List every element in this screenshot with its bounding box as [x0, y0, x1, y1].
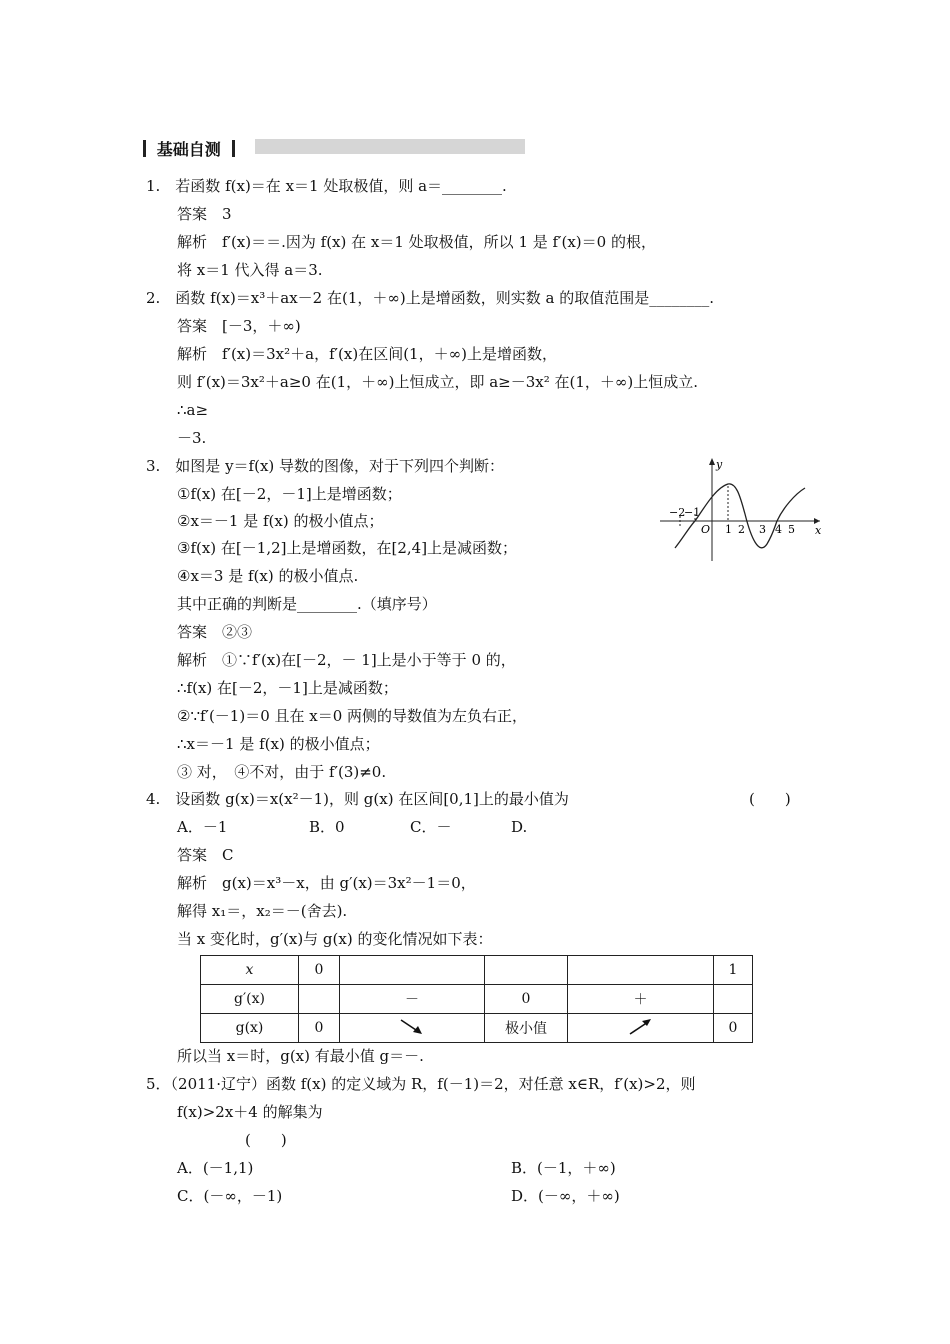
- tick-2: 2: [738, 523, 745, 536]
- q4-option-b: B．0: [309, 818, 345, 836]
- table-cell: g(x): [201, 1014, 299, 1043]
- q4-answer-paren: ( ): [749, 790, 791, 808]
- q3-question: 其中正确的判断是________.（填序号）: [177, 595, 437, 613]
- header-right-bar: [232, 140, 235, 157]
- q4-option-d: D.: [511, 818, 528, 836]
- q5-option-b: B．(－1，＋∞): [511, 1159, 616, 1177]
- q3-explanation-4: ∴x＝－1 是 f(x) 的极小值点；: [177, 735, 380, 753]
- q4-stem: 4. 设函数 g(x)＝x(x²－1)，则 g(x) 在区间[0,1]上的最小值为: [146, 790, 569, 808]
- q2-explanation-2: 则 f′(x)＝3x²＋a≥0 在(1，＋∞)上恒成立，即 a≥－3x² 在(1，＋∞)上恒成立.: [177, 373, 699, 391]
- q4-explanation-3: 当 x 变化时，g′(x)与 g(x) 的变化情况如下表：: [177, 930, 493, 948]
- table-cell-increasing: [568, 1014, 714, 1043]
- tick-3: 3: [759, 523, 766, 536]
- q4-explanation-2: 解得 x₁＝，x₂＝－(舍去).: [177, 902, 348, 920]
- table-cell: 0: [485, 985, 568, 1014]
- q2-stem: 2. 函数 f(x)＝x³＋ax－2 在(1，＋∞)上是增函数，则实数 a 的取值范围是________.: [146, 289, 714, 307]
- table-cell: [299, 985, 340, 1014]
- variation-table: [200, 955, 753, 1043]
- q4-conclusion: 所以当 x＝时，g(x) 有最小值 g＝－.: [177, 1047, 424, 1065]
- q2-explanation-4: －3.: [177, 429, 207, 447]
- table-cell: [568, 956, 714, 985]
- q5-option-c: C．(－∞，－1): [177, 1187, 283, 1205]
- table-row: [201, 1014, 753, 1043]
- derivative-graph: [655, 456, 825, 566]
- q4-answer: 答案 C: [177, 846, 234, 864]
- header-left-bar: [143, 140, 146, 157]
- table-row: [201, 985, 753, 1014]
- q3-explanation-1: 解析 ①∵f′(x)在[－2，－ 1]上是小于等于 0 的，: [177, 651, 516, 669]
- table-row: [201, 956, 753, 985]
- tick-4: 4: [775, 523, 782, 536]
- table-cell: ＋: [568, 985, 714, 1014]
- tick-neg1: −1: [684, 506, 701, 519]
- tick-5: 5: [788, 523, 795, 536]
- q3-explanation-3: ②∵f′(－1)＝0 且在 x＝0 两侧的导数值为左负右正，: [177, 707, 528, 725]
- table-cell: －: [340, 985, 485, 1014]
- table-cell: 0: [299, 956, 340, 985]
- tick-1: 1: [725, 523, 732, 536]
- q3-explanation-5: ③ 对， ④不对，由于 f′(3)≠0.: [177, 763, 387, 781]
- q3-answer: 答案 ②③: [177, 623, 253, 641]
- table-cell: [485, 956, 568, 985]
- q5-stem-2: f(x)>2x＋4 的解集为: [177, 1103, 323, 1121]
- q1-explanation-2: 将 x＝1 代入得 a＝3.: [177, 261, 323, 279]
- x-axis-label: x: [815, 524, 822, 537]
- table-cell: 1: [714, 956, 753, 985]
- q5-answer-paren: ( ): [245, 1131, 287, 1149]
- table-cell: g′(x): [201, 985, 299, 1014]
- q2-explanation-3: ∴a≥: [177, 401, 209, 419]
- table-cell: 0: [714, 1014, 753, 1043]
- tick-neg2: −2: [669, 506, 686, 519]
- table-cell: [714, 985, 753, 1014]
- q1-explanation-1: 解析 f′(x)＝＝.因为 f(x) 在 x＝1 处取极值，所以 1 是 f′(x)＝0 的根，: [177, 233, 656, 251]
- q3-statement-1: ①f(x) 在[－2，－1]上是增函数；: [177, 485, 402, 503]
- q5-option-d: D．(－∞，＋∞): [511, 1187, 620, 1205]
- q5-option-a: A．(－1,1): [177, 1159, 254, 1177]
- origin-label: O: [701, 523, 711, 536]
- q5-stem-1: 5．（2011·辽宁）函数 f(x) 的定义域为 R，f(－1)＝2，对任意 x∈R，f′(x)>2，则: [146, 1075, 696, 1093]
- y-axis-label: y: [716, 458, 723, 471]
- table-cell: 0: [299, 1014, 340, 1043]
- table-cell: [340, 956, 485, 985]
- up-arrow-icon: [626, 1016, 656, 1036]
- q3-statement-4: ④x＝3 是 f(x) 的极小值点.: [177, 567, 359, 585]
- y-axis-arrow-icon: [709, 458, 715, 465]
- q4-option-c: C．－: [410, 818, 452, 836]
- section-title: 基础自测: [156, 140, 221, 159]
- q1-answer: 答案 3: [177, 205, 232, 223]
- q3-stem: 3. 如图是 y＝f(x) 导数的图像，对于下列四个判断：: [146, 457, 505, 475]
- q3-statement-3: ③f(x) 在[－1,2]上是增函数，在[2,4]上是减函数；: [177, 539, 518, 557]
- header-grey-band: [255, 139, 525, 154]
- q4-explanation-1: 解析 g(x)＝x³－x，由 g′(x)＝3x²－1＝0，: [177, 874, 476, 892]
- q4-option-a: A．－1: [177, 818, 228, 836]
- table-cell: 极小值: [485, 1014, 568, 1043]
- q2-explanation-1: 解析 f′(x)＝3x²＋a，f′(x)在区间(1，＋∞)上是增函数，: [177, 345, 557, 363]
- q2-answer: 答案 [－3，＋∞): [177, 317, 301, 335]
- table-cell-decreasing: [340, 1014, 485, 1043]
- section-header: [143, 137, 235, 157]
- q3-explanation-2: ∴f(x) 在[－2，－1]上是减函数；: [177, 679, 398, 697]
- down-arrow-icon: [397, 1016, 427, 1036]
- q3-statement-2: ②x＝－1 是 f(x) 的极小值点；: [177, 512, 384, 530]
- q1-stem: 1. 若函数 f(x)＝在 x＝1 处取极值，则 a＝________.: [146, 177, 507, 195]
- table-cell: x: [201, 956, 299, 985]
